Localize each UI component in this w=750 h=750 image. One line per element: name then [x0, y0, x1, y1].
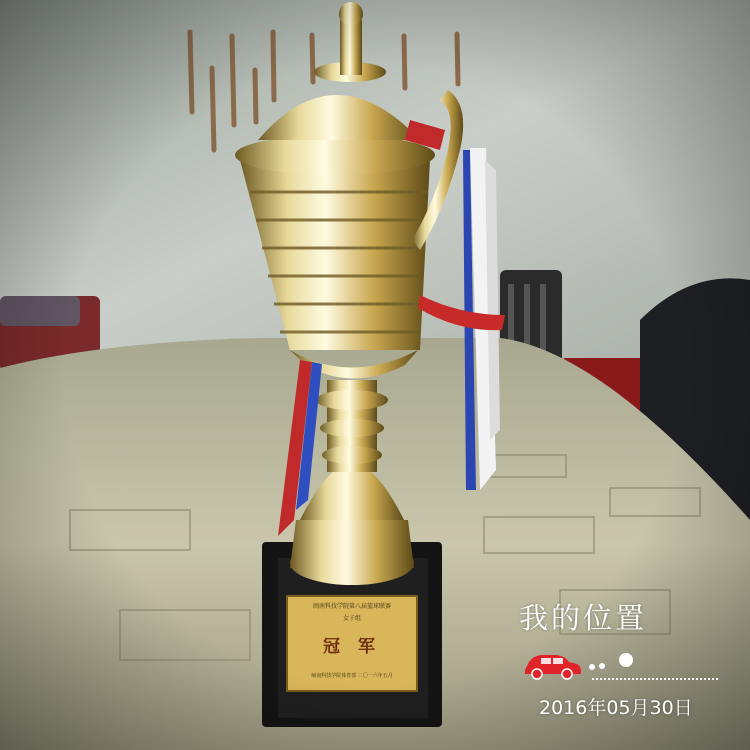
- plaque-title: 闽南科技学院第八届篮球联赛: [312, 603, 391, 610]
- car-icon: [521, 648, 583, 680]
- plaque-footer: 闽南科技学院体育部 二〇一六年五月: [311, 673, 393, 679]
- plaque-subtitle: 女子组: [342, 615, 361, 622]
- route-dots: [588, 651, 723, 681]
- date-label: 2016年05月30日: [539, 697, 693, 719]
- plaque-main-text: 冠 军: [323, 637, 381, 657]
- location-label: 我的位置: [519, 601, 648, 635]
